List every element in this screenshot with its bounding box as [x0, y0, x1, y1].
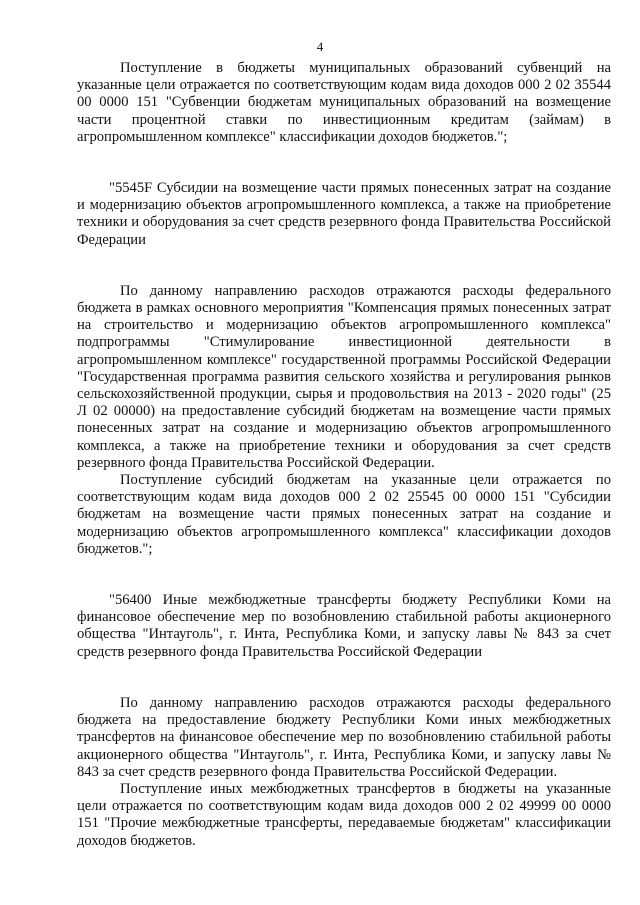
paragraph-subventions-revenue: Поступление в бюджеты муниципальных образований субвенций на указанные цели отражается по соответствующим кодам вида доходов 000 2 02 35544 00 0000 151 "Субвенции бюджетам муниципальных образований на возмещение части процентной ставки по инвестиционным кредитам (займам) в агропромышленном комплексе" классификации доходов бюджетов."; [77, 60, 611, 145]
section-heading-5545f: "5545F Субсидии на возмещение части прямых понесенных затрат на создание и модернизацию объектов агропромышленного комплекса, а также на приобретение техники и оборудования за счет средств резервного фонда Правительства Российской Федерации [77, 180, 611, 248]
paragraph-56400-expenses: По данному направлению расходов отражаются расходы федерального бюджета на предоставление бюджету Республики Коми иных межбюджетных трансфертов на финансовое обеспечение мер по возобновлению стабильной работы акционерного общества "Интауголь", г. Инта, Республика Коми, и запуску лавы № 843 за счет средств резервного фонда Правительства Российской Федерации. [77, 694, 611, 780]
document-body [77, 60, 611, 850]
paragraph-5545f-expenses: По данному направлению расходов отражаются расходы федерального бюджета в рамках основного мероприятия "Компенсация прямых понесенных затрат на строительство и модернизацию объектов агропромышленного комплекса" подпрограммы "Стимулирование инвестиционной деятельности в агропромышленном комплексе" государственной программы Российской Федерации "Государственная программа развития сельского хозяйства и регулирования рынков сельскохозяйственной продукции, сырья и продовольствия на 2013 - 2020 годы" (25 Л 02 00000) на предоставление субсидий бюджетам на возмещение части прямых понесенных затрат на создание и модернизацию объектов агропромышленного комплекса, а также на приобретение техники и оборудования за счет средств резервного фонда Правительства Российской Федерации. [77, 282, 611, 471]
section-heading-56400: "56400 Иные межбюджетные трансферты бюджету Республики Коми на финансовое обеспечение мер по возобновлению стабильной работы акционерного общества "Интауголь", г. Инта, Республика Коми, и запуску лавы № 843 за счет средств резервного фонда Правительства Российской Федерации [77, 592, 611, 660]
paragraph-5545f-revenue: Поступление субсидий бюджетам на указанные цели отражается по соответствующим кодам вида доходов 000 2 02 25545 00 0000 151 "Субсидии бюджетам на возмещение части прямых понесенных затрат на создание и модернизацию объектов агропромышленного комплекса" классификации доходов бюджетов."; [77, 472, 611, 557]
paragraph-56400-revenue: Поступление иных межбюджетных трансфертов в бюджеты на указанные цели отражается по соответствующим кодам вида доходов 000 2 02 49999 00 0000 151 "Прочие межбюджетные трансферты, передаваемые бюджетам" классификации доходов бюджетов. [77, 780, 611, 849]
page-number: 4 [316, 39, 324, 54]
